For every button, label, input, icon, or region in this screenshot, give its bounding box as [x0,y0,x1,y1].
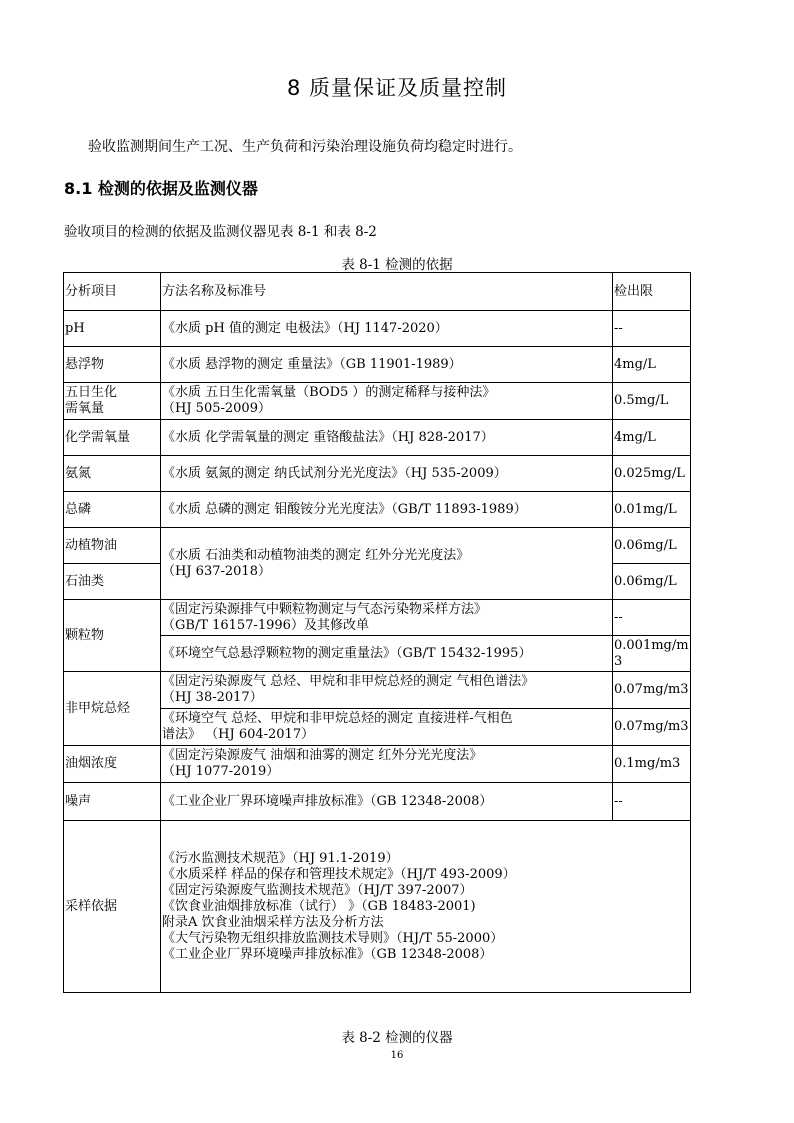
row-limit: 0.01mg/L [613,492,691,528]
table-row [64,600,691,636]
row-item: 颗粒物 [64,600,161,672]
sampling-basis-list: 《污水监测技术规范》（HJ 91.1-2019） 《水质采样 样品的保存和管理技术规定》（HJ/T 493-2009） 《固定污染源废气监测技术规范》（HJ/T 397-2007） 《饮食业油烟排放标准（试行） 》（GB 18483-2001) 附录A 饮食业油烟采样方法及分析方法 《大气污染物无组织排放监测技术导则》（HJ/T 55-2000） 《工业企业厂界环境噪声排放标准》（GB 12348-2008） [161,821,691,993]
row-method: 《水质 氨氮的测定 纳氏试剂分光光度法》（HJ 535-2009） [161,456,613,492]
row-item: 油烟浓度 [64,746,161,783]
row-limit: 4mg/L [613,420,691,456]
row-item: pH [64,311,161,347]
row-method: 《环境空气总悬浮颗粒物的测定重量法》（GB/T 15432-1995） [161,636,613,672]
table-row [64,821,691,993]
table-row [64,783,691,821]
row-item: 氨氮 [64,456,161,492]
row-method: 《固定污染源废气 总烃、甲烷和非甲烷总烃的测定 气相色谱法》 （HJ 38-2017） [161,672,613,709]
table2-caption: 表 8-2 检测的仪器 [341,1030,453,1046]
row-limit: 0.5mg/L [613,383,691,420]
row-limit: -- [613,783,691,821]
row-method: 《水质 石油类和动植物油类的测定 红外分光光度法》 （HJ 637-2018） [161,528,613,600]
table-header-row [64,273,691,311]
row-limit: -- [613,311,691,347]
row-method: 《水质 总磷的测定 钼酸铵分光光度法》（GB/T 11893-1989） [161,492,613,528]
table1-caption: 表 8-1 检测的依据 [341,257,453,273]
table-reference-text: 验收项目的检测的依据及监测仪器见表 8-1 和表 8-2 [64,224,377,240]
row-limit: 0.06mg/L [613,528,691,564]
page-title: 8 质量保证及质量控制 [286,76,508,100]
section-heading: 8.1 检测的依据及监测仪器 [64,179,258,198]
row-method: 《工业企业厂界环境噪声排放标准》（GB 12348-2008） [161,783,613,821]
table-row [64,492,691,528]
header-limit: 检出限 [613,273,691,311]
row-limit: 0.07mg/m3 [613,672,691,709]
row-limit: 4mg/L [613,347,691,383]
table-row [64,456,691,492]
row-item: 悬浮物 [64,347,161,383]
table-row [64,311,691,347]
page-number: 16 [390,1050,404,1061]
row-method: 《水质 pH 值的测定 电极法》（HJ 1147-2020） [161,311,613,347]
row-method: 《水质 五日生化需氧量（BOD5 ）的测定稀释与接种法》 （HJ 505-2009） [161,383,613,420]
table-row [64,383,691,420]
row-item: 石油类 [64,564,161,600]
header-method: 方法名称及标准号 [161,273,613,311]
row-item: 总磷 [64,492,161,528]
row-method: 《水质 悬浮物的测定 重量法》（GB 11901-1989） [161,347,613,383]
row-item: 化学需氧量 [64,420,161,456]
row-method: 《环境空气 总烃、甲烷和非甲烷总烃的测定 直接进样-气相色 谱法》 （HJ 604-2017） [161,709,613,746]
table-row [64,528,691,564]
row-limit: 0.025mg/L [613,456,691,492]
row-method: 《水质 化学需氧量的测定 重铬酸盐法》（HJ 828-2017） [161,420,613,456]
row-method: 《固定污染源排气中颗粒物测定与气态污染物采样方法》 （GB/T 16157-1996）及其修改单 [161,600,613,636]
row-item: 动植物油 [64,528,161,564]
row-item: 采样依据 [64,821,161,993]
intro-paragraph: 验收监测期间生产工况、生产负荷和污染治理设施负荷均稳定时进行。 [88,139,522,155]
row-limit: 0.001mg/m3 [613,636,691,672]
row-limit: 0.06mg/L [613,564,691,600]
row-item: 五日生化需氧量 [64,383,161,420]
header-item: 分析项目 [64,273,161,311]
row-limit: -- [613,600,691,636]
detection-basis-table [63,272,691,993]
row-item: 非甲烷总烃 [64,672,161,746]
row-item: 噪声 [64,783,161,821]
table-row [64,420,691,456]
table-row [64,347,691,383]
table-row [64,672,691,709]
row-limit: 0.07mg/m3 [613,709,691,746]
row-limit: 0.1mg/m3 [613,746,691,783]
row-method: 《固定污染源废气 油烟和油雾的测定 红外分光光度法》 （HJ 1077-2019） [161,746,613,783]
table-row [64,746,691,783]
